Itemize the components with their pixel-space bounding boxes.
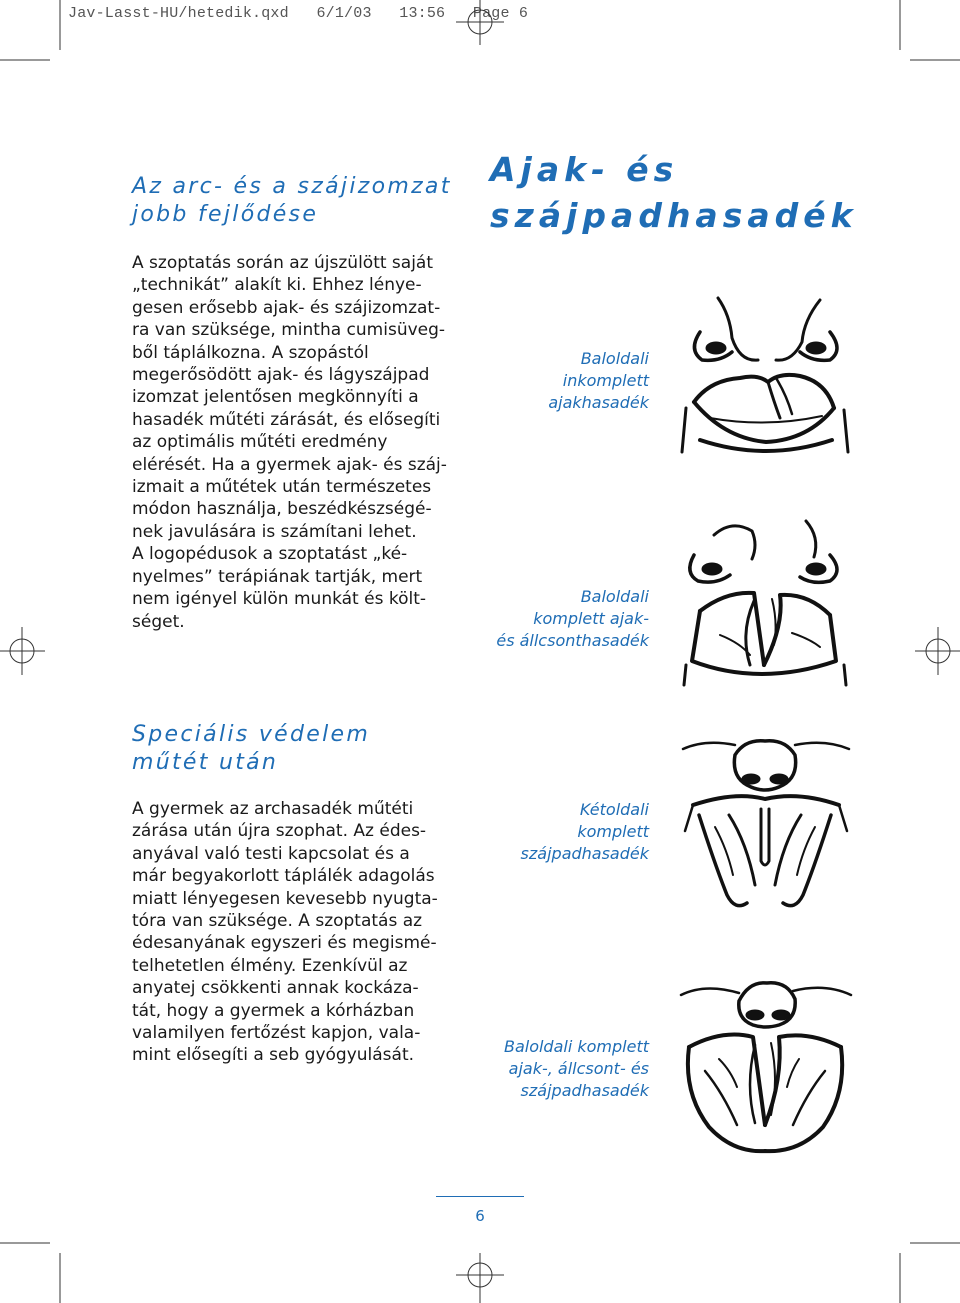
page-title <box>490 147 858 239</box>
body-line: tát, hogy a gyermek a kórházban <box>132 1000 415 1021</box>
caption-line: komplett <box>577 822 649 841</box>
section2-heading-line-2: műtét után <box>132 750 279 775</box>
body-line: ből táplálkozna. A szopástól <box>132 342 369 363</box>
bilateral-palate-cleft-illustration <box>675 735 855 915</box>
caption-line: Baloldali <box>580 349 649 368</box>
body-line: miatt lényegesen kevesebb nyugta- <box>132 888 438 909</box>
caption-line: komplett ajak- <box>533 609 649 628</box>
incomplete-lip-cleft-illustration <box>680 290 850 465</box>
body-line: már begyakorlott táplálék adagolás <box>132 866 435 887</box>
body-line: izmait a műtétek után természetes <box>132 477 432 498</box>
section1-heading-line-1: Az arc- és a szájizomzat <box>132 174 452 199</box>
caption-line: és állcsonthasadék <box>496 631 649 650</box>
page-title-line-1: Ajak- és <box>490 150 679 189</box>
section2-heading <box>132 721 370 777</box>
caption-line: inkomplett <box>562 371 649 390</box>
complete-lip-jaw-cleft-illustration <box>680 515 850 690</box>
body-line: tóra van szüksége. A szoptatás az <box>132 911 423 932</box>
caption-incomplete-lip-cleft <box>548 348 649 414</box>
caption-line: szájpadhasadék <box>520 1081 649 1100</box>
body-line: A szoptatás során az újszülött saját <box>132 253 434 273</box>
caption-line: szájpadhasadék <box>520 844 649 863</box>
section2-body <box>132 798 438 1067</box>
body-line: nem igényel külön munkát és költ- <box>132 589 427 610</box>
body-line: elérését. Ha a gyermek ajak- és száj- <box>132 454 447 475</box>
caption-line: ajakhasadék <box>548 393 649 412</box>
body-line: anyatej csökkenti annak kockáza- <box>132 978 419 999</box>
body-line: nyelmes” terápiának tartják, mert <box>132 566 423 587</box>
caption-bilateral-palate-cleft <box>521 799 649 865</box>
page-title-line-2: szájpadhasadék <box>490 196 858 235</box>
body-line: „technikát” alakít ki. Ehhez lénye- <box>132 275 422 296</box>
section2-heading-line-1: Speciális védelem <box>132 722 371 747</box>
caption-line: ajak-, állcsont- és <box>508 1059 649 1078</box>
caption-complete-lip-jaw-cleft <box>496 586 649 652</box>
body-line: anyával való testi kapcsolat és a <box>132 843 410 864</box>
body-line: A logopédusok a szoptatást „ké- <box>132 544 408 565</box>
caption-line: Baloldali <box>580 587 649 606</box>
body-line: megerősödött ajak- és lágyszájpad <box>132 365 430 386</box>
page-number: 6 <box>436 1196 524 1225</box>
body-line: édesanyának egyszeri és megismé- <box>132 933 437 954</box>
body-line: A gyermek az archasadék műtéti <box>132 799 414 819</box>
body-line: zárása után újra szophat. Az édes- <box>132 821 427 842</box>
body-line: módon használja, beszédkészségé- <box>132 499 432 520</box>
body-line: gesen erősebb ajak- és szájizomzat- <box>132 297 441 318</box>
body-line: nek javulására is számítani lehet. <box>132 521 417 542</box>
caption-line: Baloldali komplett <box>503 1037 649 1056</box>
section1-heading <box>132 173 452 229</box>
body-line: telhetetlen élmény. Ezenkívül az <box>132 955 408 976</box>
body-line: hasadék műtéti zárását, és elősegíti <box>132 409 441 430</box>
body-line: az optimális műtéti eredmény <box>132 432 388 453</box>
complete-lip-jaw-palate-cleft-illustration <box>675 975 855 1160</box>
caption-line: Kétoldali <box>579 800 649 819</box>
body-line: séget. <box>132 611 185 632</box>
body-line: izomzat jelentősen megkönnyíti a <box>132 387 419 408</box>
section1-body <box>132 252 447 633</box>
section1-heading-line-2: jobb fejlődése <box>132 202 319 227</box>
body-line: valamilyen fertőzést kapjon, vala- <box>132 1023 421 1044</box>
body-line: ra van szüksége, mintha cumisüveg- <box>132 320 446 341</box>
file-slug-line: Jav-Lasst-HU/hetedik.qxd 6/1/03 13:56 Page 6 <box>68 5 529 22</box>
caption-complete-lip-jaw-palate-cleft <box>504 1036 649 1102</box>
body-line: mint elősegíti a seb gyógyulását. <box>132 1045 415 1066</box>
